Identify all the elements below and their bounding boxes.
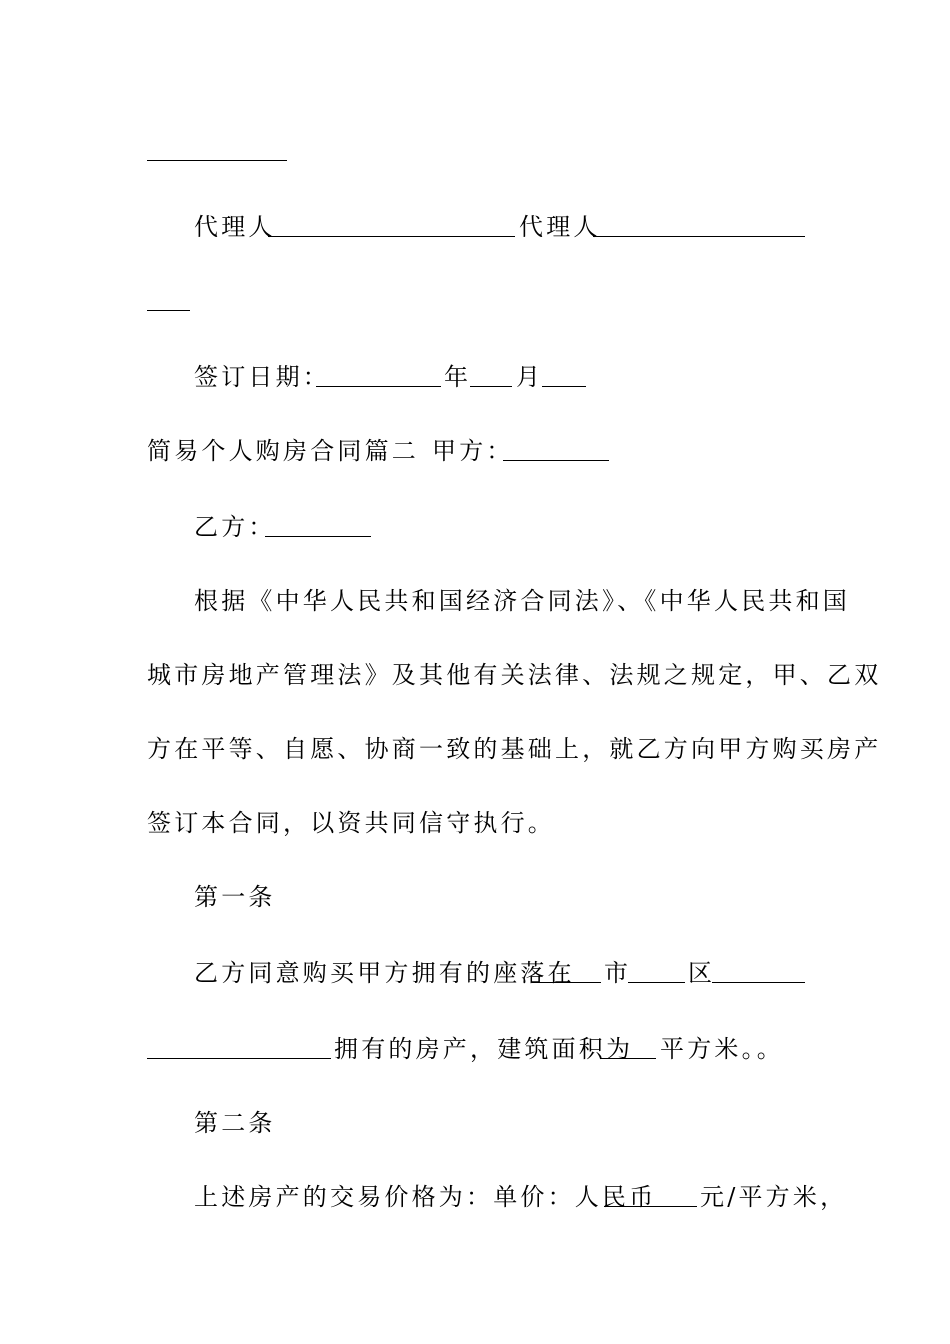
agent-blank-continuation	[147, 310, 190, 311]
month-label: 月	[516, 363, 544, 391]
party-a-blank	[503, 460, 609, 461]
agent-label-first: 代理人	[194, 213, 276, 241]
party-b-label: 乙方：	[194, 513, 276, 541]
unit-price-blank	[604, 1206, 697, 1207]
signature-blank-top	[147, 160, 287, 161]
party-a-label: 甲方：	[432, 437, 514, 465]
paragraph-text: 根据《中华人民共和国经济合同法》、《中华人民共和国	[194, 587, 850, 615]
year-blank	[316, 386, 441, 387]
city-label: 市	[604, 959, 632, 987]
article-1-heading: 第一条	[194, 883, 276, 911]
area-unit: 平方米。。	[660, 1035, 784, 1063]
article-2-heading: 第二条	[194, 1109, 276, 1137]
district-label: 区	[688, 959, 716, 987]
section-title: 简易个人购房合同篇二	[147, 437, 419, 465]
paragraph-text: 签订本合同，以资共同信守执行。	[147, 809, 555, 837]
city-blank	[532, 982, 601, 983]
agent-label-second: 代理人	[519, 213, 601, 241]
agent-blank-second	[593, 236, 805, 237]
article-2-text: 上述房产的交易价格为：单价：人民币	[194, 1183, 657, 1211]
article-1-text-b: 拥有的房产，建筑面积为	[334, 1035, 634, 1063]
month-blank	[470, 386, 512, 387]
year-label: 年	[444, 363, 472, 391]
agent-blank-first	[268, 236, 515, 237]
sign-date-label: 签订日期：	[194, 363, 330, 391]
day-blank	[542, 386, 586, 387]
paragraph-text: 方在平等、自愿、协商一致的基础上，就乙方向甲方购买房产	[147, 735, 882, 763]
party-b-blank	[265, 536, 371, 537]
paragraph-text: 城市房地产管理法》及其他有关法律、法规之规定，甲、乙双	[147, 661, 882, 689]
area-blank	[600, 1058, 656, 1059]
price-unit: 元/平方米，	[700, 1183, 848, 1211]
address-blank-continuation	[147, 1058, 331, 1059]
district-blank	[628, 982, 685, 983]
article-1-text-a: 乙方同意购买甲方拥有的座落在	[194, 959, 575, 987]
address-blank	[712, 982, 805, 983]
